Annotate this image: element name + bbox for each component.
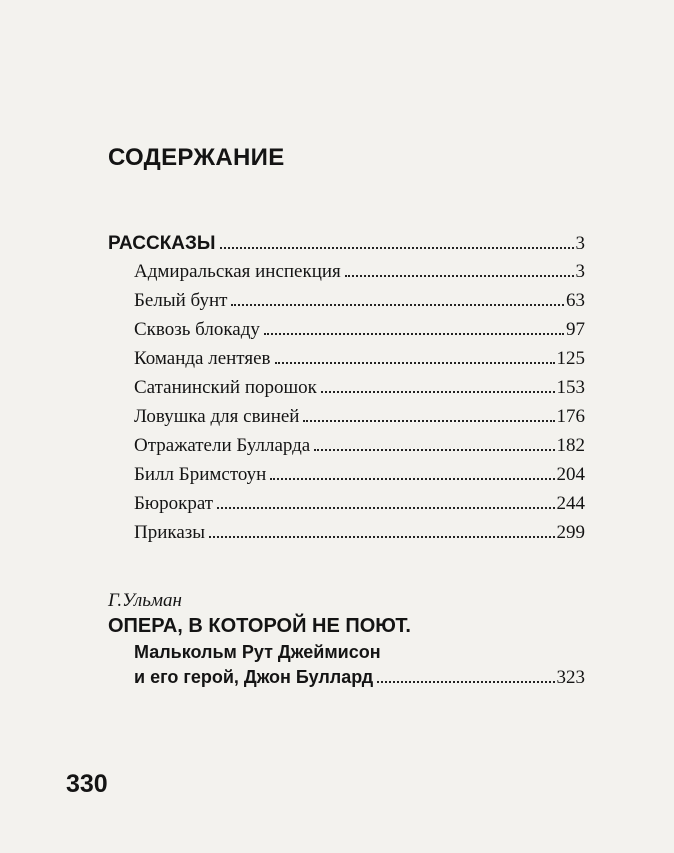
entry-title: Билл Бримстоун <box>134 464 267 485</box>
entry-page: 125 <box>556 348 585 369</box>
toc-entry <box>134 260 585 284</box>
entry-page: 182 <box>556 435 585 456</box>
toc-entry <box>134 434 585 458</box>
entry-page: 97 <box>566 319 585 340</box>
contents-title: СОДЕРЖАНИЕ <box>108 144 285 171</box>
entry-title: Сатанинский порошок <box>134 377 317 398</box>
essay-page: 323 <box>556 667 585 688</box>
leader-dots <box>217 507 554 509</box>
entry-title: Команда лентяев <box>134 348 271 369</box>
toc-entry <box>134 463 585 487</box>
leader-dots <box>209 536 554 538</box>
toc-essay-entry <box>134 665 585 690</box>
leader-dots <box>314 449 554 451</box>
essay-subtitle-line1: Малькольм Рут Джеймисон <box>134 642 381 662</box>
toc-entry <box>134 492 585 516</box>
entry-title: Адмиральская инспекция <box>134 261 341 282</box>
toc-entry <box>134 521 585 545</box>
toc-entry <box>134 347 585 371</box>
toc-section-stories <box>108 232 585 256</box>
toc-entry <box>134 376 585 400</box>
entry-title: Сквозь блокаду <box>134 319 260 340</box>
leader-dots <box>270 478 554 480</box>
leader-dots <box>345 275 574 277</box>
leader-dots <box>275 362 555 364</box>
entry-title: Бюрократ <box>134 493 214 514</box>
entry-title: Ловушка для свиней <box>134 406 300 427</box>
leader-dots <box>231 304 564 306</box>
leader-dots <box>264 333 564 335</box>
entry-title: Белый бунт <box>134 290 228 311</box>
entry-page: 204 <box>556 464 585 485</box>
toc-entry <box>134 289 585 313</box>
entry-page: 176 <box>556 406 585 427</box>
entry-page: 63 <box>566 290 585 311</box>
entry-page: 244 <box>556 493 585 514</box>
essay-subtitle-line2: и его герой, Джон Буллард <box>134 667 374 687</box>
entry-title: Приказы <box>134 522 206 543</box>
entry-title: Отражатели Булларда <box>134 435 311 456</box>
leader-dots <box>321 391 555 393</box>
entry-page: 299 <box>556 522 585 543</box>
section-page: 3 <box>575 233 585 254</box>
entry-page: 3 <box>575 261 585 282</box>
section-label: РАССКАЗЫ <box>108 233 216 254</box>
leader-dots <box>377 681 554 683</box>
toc-entry <box>134 405 585 429</box>
essay-author: Г.Ульман <box>108 590 182 611</box>
leader-dots <box>220 247 574 249</box>
essay-title: ОПЕРА, В КОТОРОЙ НЕ ПОЮТ. <box>108 615 411 637</box>
entry-page: 153 <box>556 377 585 398</box>
toc-entry <box>134 318 585 342</box>
page-number: 330 <box>66 770 108 798</box>
leader-dots <box>303 420 554 422</box>
